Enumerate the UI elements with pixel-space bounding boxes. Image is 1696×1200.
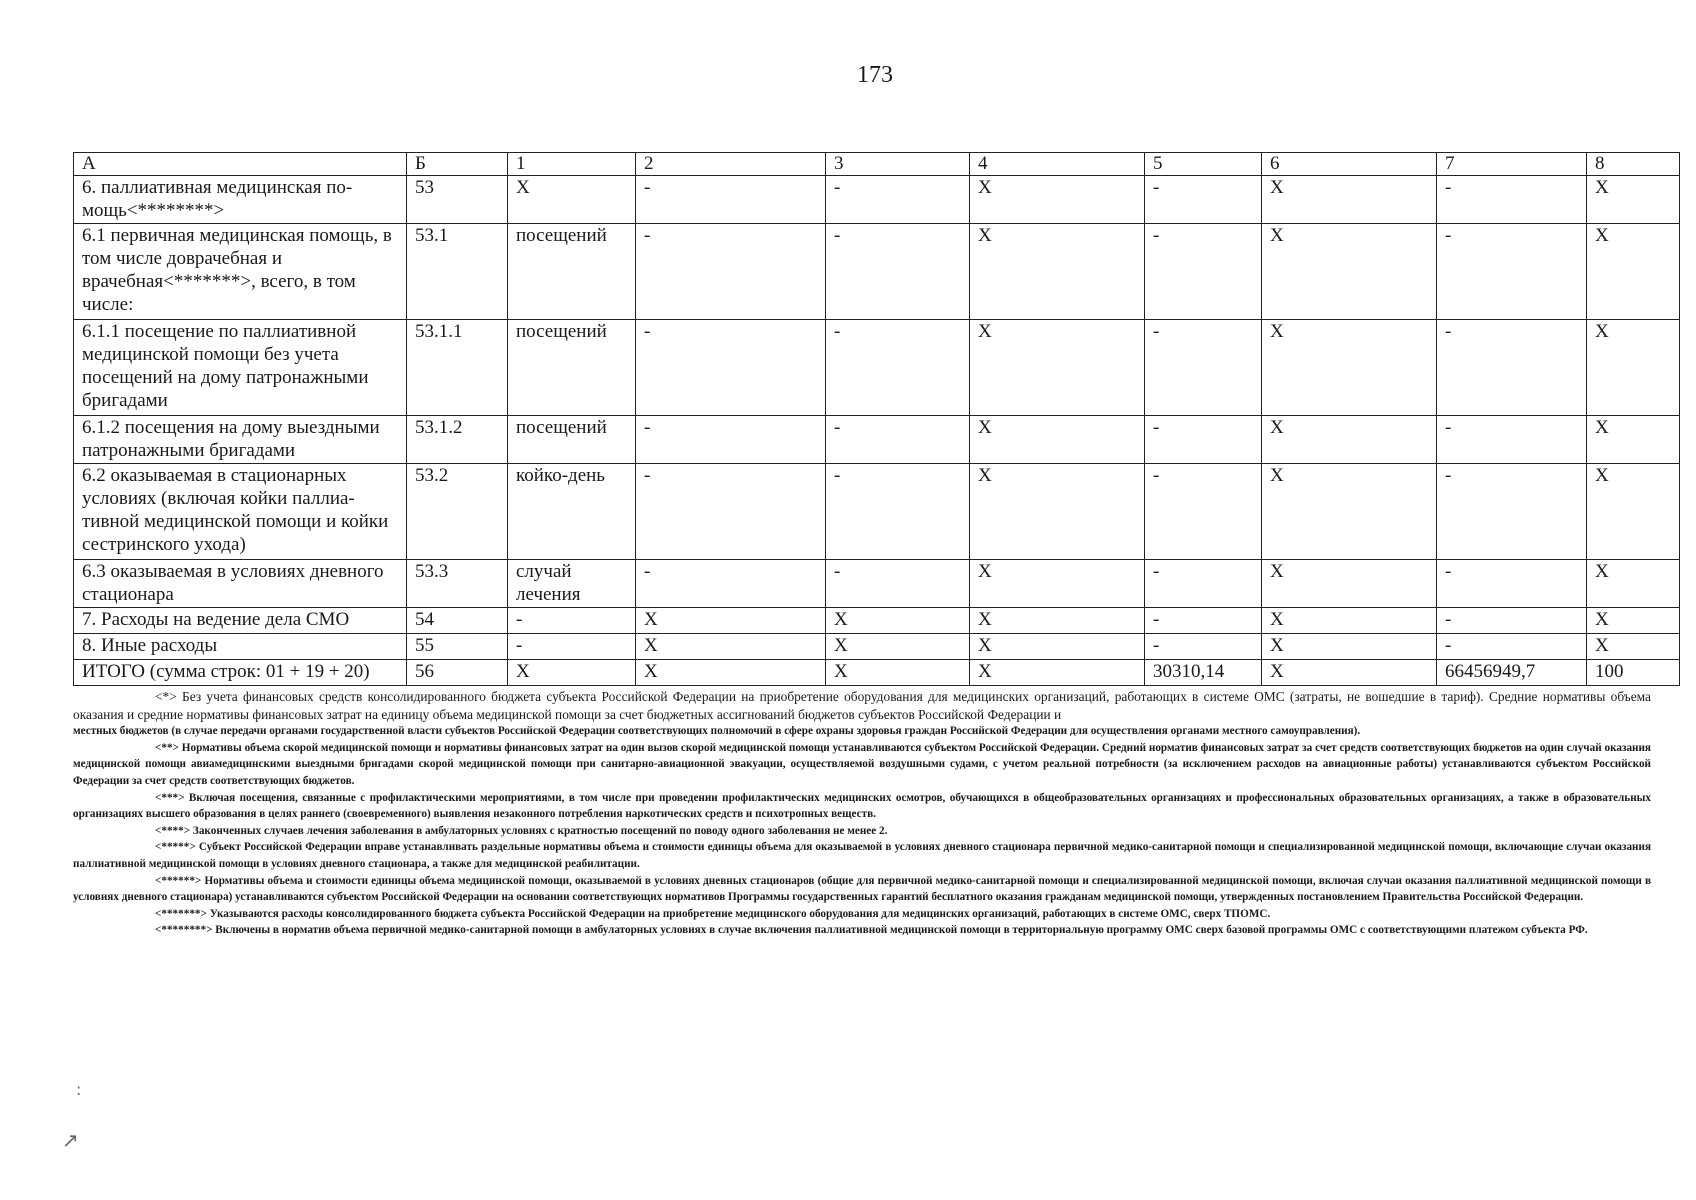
table-cell: X [1262, 224, 1437, 320]
table-cell: X [1262, 320, 1437, 416]
table-cell: - [1437, 176, 1587, 224]
table-cell: - [508, 634, 636, 660]
table-cell: случай лечения [508, 560, 636, 608]
table-cell: X [1262, 176, 1437, 224]
norms-table [73, 152, 1680, 686]
table-header-row [74, 153, 1680, 176]
table-cell: X [1262, 634, 1437, 660]
table-cell: X [1587, 608, 1680, 634]
table-cell: X [1587, 176, 1680, 224]
table-cell: X [508, 660, 636, 686]
table-row [74, 464, 1680, 560]
table-cell: посещений [508, 416, 636, 464]
table-cell: - [826, 416, 970, 464]
footnote: <******> Нормативы объема и стоимости единицы объема медицинской помощи, оказываемой в условиях дневных стационаров (общие для первичной медико-санитарной помощи и специализированной медицинской помощи, включая случаи оказания паллиативной медицинской помощи в условиях дневного стационара) устанавливаются субъектом Российской Федерации на основании соответствующих нормативов Программы государственных гарантий бесплатного оказания гражданам медицинской помощи, утвержденных постановлением Правительства Российской Федерации. [73, 874, 1651, 904]
table-cell: X [970, 634, 1145, 660]
footnote: <*****> Субъект Российской Федерации вправе устанавливать раздельные нормативы объема и стоимости единицы объема для оказываемой в условиях дневного стационара первичной медико-санитарной помощи и специализированной медицинской помощи, включающие случаи оказания паллиативной медицинской помощи в условиях дневного стационара, а также для медицинской реабилитации. [73, 841, 1651, 870]
table-cell: - [826, 320, 970, 416]
column-header: 8 [1587, 153, 1680, 176]
table-cell: - [636, 416, 826, 464]
column-header: 4 [970, 153, 1145, 176]
table-cell: X [970, 320, 1145, 416]
table-cell: - [1145, 608, 1262, 634]
table-cell: 53.1.2 [407, 416, 508, 464]
table-cell: X [636, 660, 826, 686]
table-cell: 53.2 [407, 464, 508, 560]
table-cell: - [1145, 464, 1262, 560]
table-cell: X [1587, 224, 1680, 320]
table-cell: 55 [407, 634, 508, 660]
table-cell: 6.2 оказываемая в стационарных условиях (включая койки паллиативной медицинской помощи и койки сестринского ухода) [74, 464, 407, 560]
table-row [74, 224, 1680, 320]
footnote: <********> Включены в норматив объема первичной медико-санитарной помощи в амбулаторных условиях в случае включения паллиативной медицинской помощи в территориальную программу ОМС сверх базовой программы ОМС с соответствующими платежом субъекта РФ. [155, 924, 1588, 937]
table-cell: 6.1.2 посещения на дому выездными патронажными бригадами [74, 416, 407, 464]
table-cell: X [826, 660, 970, 686]
scan-mark: : [76, 1080, 82, 1099]
table-cell: X [970, 560, 1145, 608]
table-cell: - [636, 320, 826, 416]
footnote: <*******> Указываются расходы консолидированного бюджета субъекта Российской Федерации на приобретение медицинского оборудования для медицинских организаций, работающих в системе ОМС, сверх ТПОМС. [155, 907, 1271, 920]
table-cell: - [1145, 320, 1262, 416]
table-cell: 66456949,7 [1437, 660, 1587, 686]
table-row [74, 608, 1680, 634]
table-cell: - [1437, 320, 1587, 416]
table-cell: 54 [407, 608, 508, 634]
table-cell: 53.1.1 [407, 320, 508, 416]
footnote: местных бюджетов (в случае передачи органами государственной власти субъектов Российской Федерации соответствующих полномочий в сфере охраны здоровья граждан Российской Федерации для осуществления органами местного самоуправления). [73, 725, 1361, 738]
table-cell: X [1262, 660, 1437, 686]
table-cell: X [970, 416, 1145, 464]
table-cell: - [1437, 464, 1587, 560]
table-cell: X [1587, 634, 1680, 660]
table-cell: - [826, 560, 970, 608]
column-header: 7 [1437, 153, 1587, 176]
table-cell: - [826, 176, 970, 224]
table-cell: X [826, 608, 970, 634]
table-row [74, 320, 1680, 416]
table-cell: X [1587, 320, 1680, 416]
table-cell: - [636, 224, 826, 320]
table-cell: - [826, 224, 970, 320]
table-row [74, 560, 1680, 608]
table-cell: - [1145, 224, 1262, 320]
table-cell: 6.3 оказываемая в условиях дневного стационара [74, 560, 407, 608]
table-cell: X [970, 464, 1145, 560]
table-cell: 100 [1587, 660, 1680, 686]
table-cell: - [1437, 224, 1587, 320]
table-cell: - [1145, 176, 1262, 224]
table-cell: - [826, 464, 970, 560]
scan-mark: ↗ [62, 1128, 79, 1152]
column-header: 6 [1262, 153, 1437, 176]
table-cell: X [970, 224, 1145, 320]
table-cell: X [970, 176, 1145, 224]
table-cell: X [1587, 560, 1680, 608]
footnotes [73, 688, 1651, 939]
table-cell: X [636, 634, 826, 660]
table-cell: ИТОГО (сумма строк: 01 + 19 + 20) [74, 660, 407, 686]
table-cell: койко-день [508, 464, 636, 560]
table-cell: - [1437, 608, 1587, 634]
table-cell: 6. паллиативная медицинская помощь<********> [74, 176, 407, 224]
table-cell: X [1587, 416, 1680, 464]
table-cell: X [508, 176, 636, 224]
column-header: А [74, 153, 407, 176]
table-cell: X [636, 608, 826, 634]
footnote: <**> Нормативы объема скорой медицинской помощи и нормативы финансовых затрат на один вызов скорой медицинской помощи устанавливаются субъектом Российской Федерации. Средний норматив финансовых затрат за счет средств соответствующих бюджетов на один случай оказания медицинской помощи авиамедицинскими выездными бригадами скорой медицинской помощи при санитарно-авиационной эвакуации, осуществляемой воздушными судами, с учетом реальной потребности (за исключением расходов на авиационные работы) устанавливаются субъектом Российской Федерации за счет средств соответствующих бюджетов. [73, 741, 1651, 787]
table-cell: 30310,14 [1145, 660, 1262, 686]
table-cell: - [508, 608, 636, 634]
table-cell: - [636, 560, 826, 608]
page-number: 173 [857, 62, 893, 88]
column-header: 1 [508, 153, 636, 176]
footnote: <*> Без учета финансовых средств консолидированного бюджета субъекта Российской Федерации на приобретение оборудования для медицинских организаций, работающих в системе ОМС (затраты, не вошедшие в тариф). Средние нормативы объема оказания и средние нормативы финансовых затрат на единицу объема медицинской помощи за счет бюджетных ассигнований бюджетов субъектов Российской Федерации и [73, 689, 1651, 722]
table-cell: X [970, 660, 1145, 686]
table-cell: - [1145, 560, 1262, 608]
table-cell: 6.1 первичная медицинская помощь, в том числе доврачебная и врачебная<*******>, всего, в том числе: [74, 224, 407, 320]
table-cell: 53.3 [407, 560, 508, 608]
table-cell: X [826, 634, 970, 660]
column-header: Б [407, 153, 508, 176]
table-cell: посещений [508, 320, 636, 416]
table-cell: X [970, 608, 1145, 634]
table-cell: 6.1.1 посещение по паллиативной медицинской помощи без учета посещений на дому патронажными бригадами [74, 320, 407, 416]
table-cell: - [1437, 416, 1587, 464]
table-cell: 56 [407, 660, 508, 686]
table-cell: 53 [407, 176, 508, 224]
table-row [74, 416, 1680, 464]
table-cell: - [1145, 634, 1262, 660]
table-cell: посещений [508, 224, 636, 320]
table-cell: - [636, 464, 826, 560]
table-cell: X [1587, 464, 1680, 560]
table-cell: - [1437, 634, 1587, 660]
table-row [74, 634, 1680, 660]
table-cell: - [1437, 560, 1587, 608]
footnote: <***> Включая посещения, связанные с профилактическими мероприятиями, в том числе при проведении профилактических медицинских осмотров, обучающихся в общеобразовательных организациях и профессиональных образовательных организациях, а также в образовательных организациях высшего образования в целях раннего (своевременного) выявления незаконного потребления наркотических средств и психотропных веществ. [73, 791, 1651, 821]
table-cell: X [1262, 464, 1437, 560]
table-cell: X [1262, 560, 1437, 608]
table-cell: - [1145, 416, 1262, 464]
table-cell: X [1262, 416, 1437, 464]
table-row [74, 176, 1680, 224]
table-cell: 8. Иные расходы [74, 634, 407, 660]
column-header: 5 [1145, 153, 1262, 176]
table-cell: 7. Расходы на ведение дела СМО [74, 608, 407, 634]
table-row [74, 660, 1680, 686]
table-cell: - [636, 176, 826, 224]
column-header: 3 [826, 153, 970, 176]
column-header: 2 [636, 153, 826, 176]
footnote: <****> Законченных случаев лечения заболевания в амбулаторных условиях с кратностью посещений по поводу одного заболевания не менее 2. [155, 824, 888, 837]
table-cell: 53.1 [407, 224, 508, 320]
table-cell: X [1262, 608, 1437, 634]
